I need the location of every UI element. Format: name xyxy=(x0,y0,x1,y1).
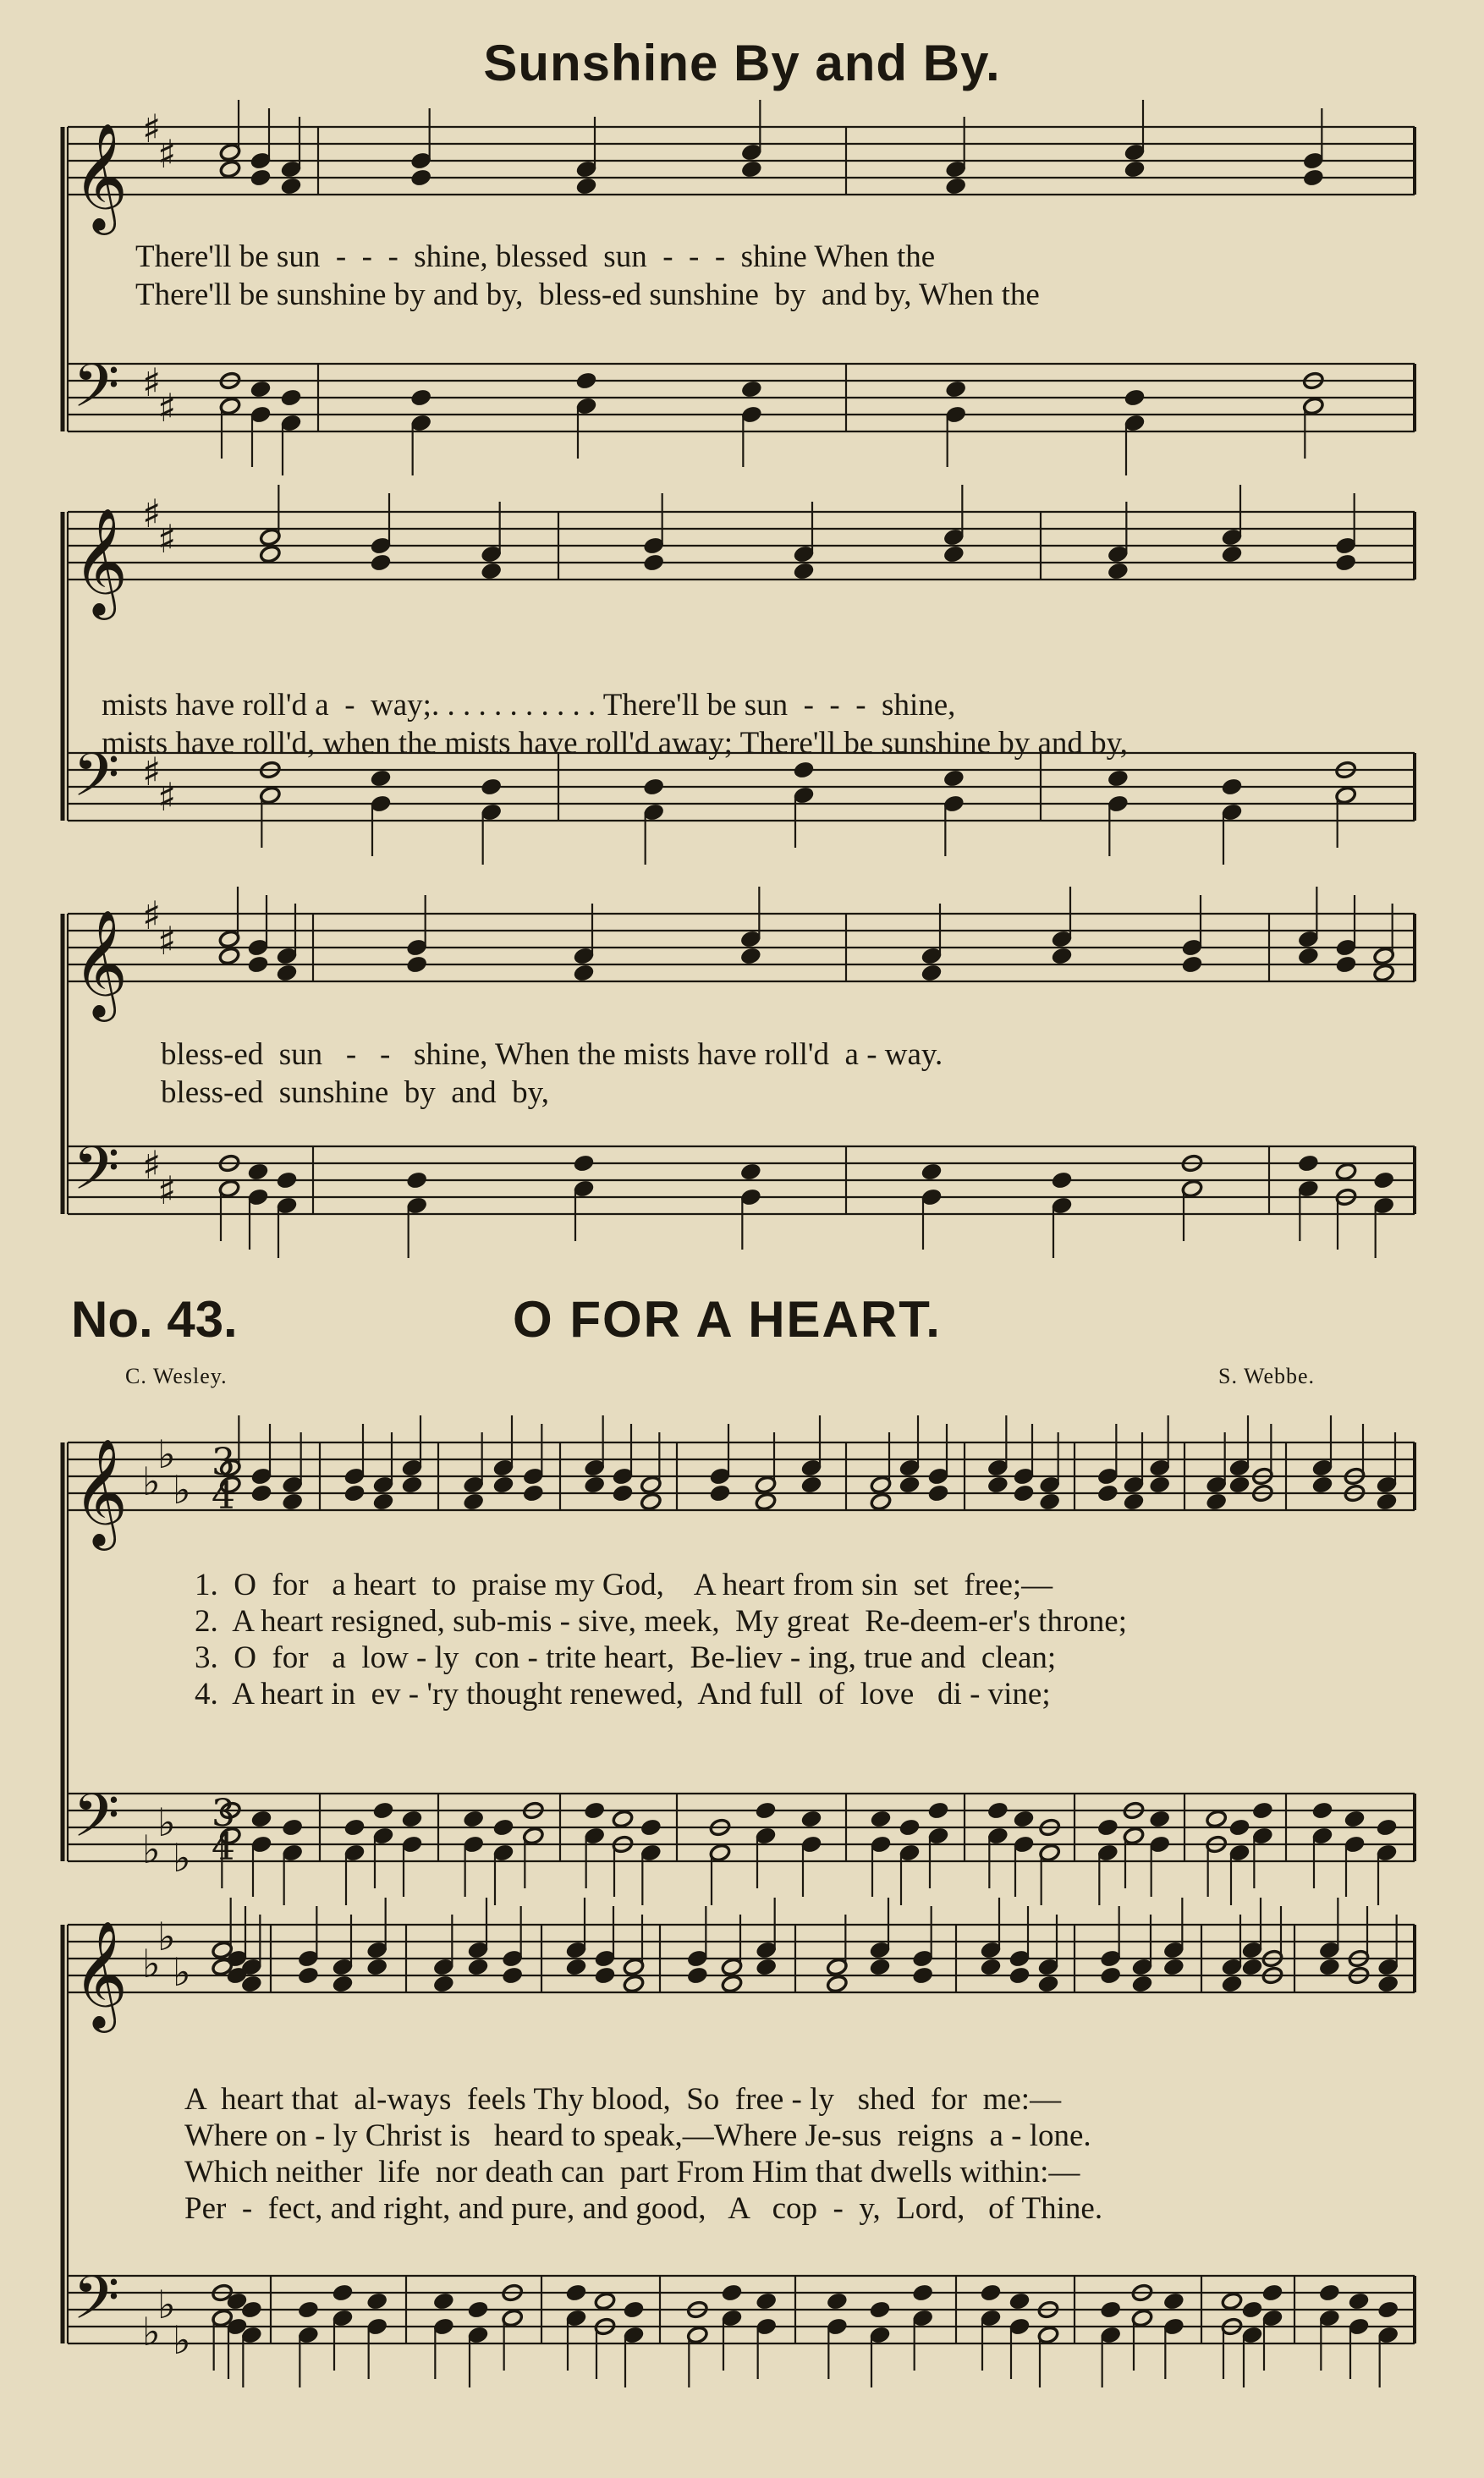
note-head xyxy=(463,1810,485,1829)
note-head xyxy=(899,1475,921,1495)
note-head xyxy=(1221,1975,1243,1994)
note-head xyxy=(247,1162,269,1182)
note-head xyxy=(344,1818,366,1838)
note-head xyxy=(573,1154,595,1173)
note-head xyxy=(401,1810,423,1829)
note-head xyxy=(410,388,432,408)
note-head xyxy=(297,2300,319,2320)
note-head xyxy=(218,947,240,966)
note-head xyxy=(640,1818,662,1838)
note-head xyxy=(594,2292,616,2311)
flat-icon: ♭ xyxy=(157,2282,176,2327)
sharp-icon: ♯ xyxy=(142,360,162,405)
note-head xyxy=(756,2292,778,2311)
note-head xyxy=(575,177,597,196)
note-head xyxy=(1221,777,1243,797)
note-head xyxy=(1241,2300,1263,2320)
note-head xyxy=(1241,1958,1263,1977)
note-head xyxy=(282,1818,304,1838)
note-head xyxy=(332,2283,354,2303)
note-head xyxy=(899,1818,921,1838)
note-head xyxy=(987,1475,1009,1495)
note-head xyxy=(1123,1492,1145,1512)
note-head xyxy=(1206,1810,1228,1829)
verse-line: 4. A heart in ev - 'ry thought renewed, And full of love di - vine; xyxy=(195,1677,1051,1712)
note-head xyxy=(1206,1492,1228,1512)
note-head xyxy=(282,1492,304,1512)
note-head xyxy=(1100,1966,1122,1986)
treble-clef-icon: 𝄞 xyxy=(73,1437,129,1546)
note-head xyxy=(1162,2292,1184,2311)
note-head xyxy=(467,1958,489,1977)
bass-clef-icon: 𝄢 xyxy=(73,740,120,825)
note-head xyxy=(800,1475,822,1495)
note-head xyxy=(467,2300,489,2320)
note-head xyxy=(594,1966,616,1986)
note-head xyxy=(1162,1958,1184,1977)
verse-line: Where on - ly Christ is heard to speak,—Where Je-sus reigns a - lone. xyxy=(184,2118,1091,2153)
note-head xyxy=(280,388,302,408)
note-head xyxy=(1373,964,1395,983)
note-head xyxy=(709,1484,731,1503)
note-head xyxy=(739,947,761,966)
note-head xyxy=(740,380,762,399)
flat-icon: ♭ xyxy=(157,1799,176,1845)
composer-credit: S. Webbe. xyxy=(1218,1364,1316,1388)
note-head xyxy=(927,1801,949,1821)
flat-icon: ♭ xyxy=(173,2317,191,2363)
note-head xyxy=(406,955,428,975)
verse-line: Per - fect, and right, and pure, and good, A cop - y, Lord, of Thine. xyxy=(184,2191,1103,2226)
note-head xyxy=(250,168,272,188)
note-head xyxy=(344,1484,366,1503)
note-head xyxy=(1039,1492,1061,1512)
note-head xyxy=(1009,2292,1031,2311)
note-head xyxy=(1373,1171,1395,1190)
lyric-line: bless-ed sun - - shine, When the mists have roll'd a - way. xyxy=(161,1037,943,1072)
note-head xyxy=(250,1810,272,1829)
note-head xyxy=(912,2283,934,2303)
note-head xyxy=(372,1492,394,1512)
sharp-icon: ♯ xyxy=(157,918,177,964)
note-head xyxy=(584,1801,606,1821)
time-signature: 3 xyxy=(212,1441,235,1484)
note-head xyxy=(1251,1801,1273,1821)
flat-icon: ♭ xyxy=(157,1914,176,1959)
author-credit: C. Wesley. xyxy=(125,1364,228,1388)
note-head xyxy=(410,168,432,188)
note-head xyxy=(1318,2283,1340,2303)
note-head xyxy=(869,2300,891,2320)
flat-icon: ♭ xyxy=(157,1431,176,1477)
note-head xyxy=(366,2292,388,2311)
note-head xyxy=(1097,1484,1118,1503)
note-head xyxy=(1302,168,1324,188)
note-head xyxy=(1107,769,1129,788)
note-head xyxy=(945,380,967,399)
sharp-icon: ♯ xyxy=(157,385,177,431)
lyric-line: bless-ed sunshine by and by, xyxy=(161,1075,550,1110)
sharp-icon: ♯ xyxy=(142,1142,162,1188)
note-head xyxy=(1261,2283,1283,2303)
sharp-icon: ♯ xyxy=(157,131,177,177)
note-head xyxy=(481,562,503,581)
note-head xyxy=(276,964,298,983)
note-head xyxy=(1297,1154,1319,1173)
bass-clef-icon: 𝄢 xyxy=(73,351,120,436)
hymn-title-o-for-a-heart: O FOR A HEART. xyxy=(513,1291,942,1348)
note-head xyxy=(755,1801,777,1821)
note-head xyxy=(1149,1810,1171,1829)
note-head xyxy=(686,1966,708,1986)
note-head xyxy=(1376,1492,1398,1512)
note-head xyxy=(573,964,595,983)
flat-icon: ♭ xyxy=(173,1467,191,1513)
note-head xyxy=(793,562,815,581)
note-head xyxy=(370,769,392,788)
note-head xyxy=(1124,388,1146,408)
note-head xyxy=(565,2283,587,2303)
note-head xyxy=(492,1475,514,1495)
note-head xyxy=(297,1966,319,1986)
note-head xyxy=(869,1958,891,1977)
note-head xyxy=(1335,955,1357,975)
hymn-number: No. 43. xyxy=(71,1291,238,1348)
note-head xyxy=(826,2292,848,2311)
note-head xyxy=(522,1484,544,1503)
note-head xyxy=(1097,1818,1118,1838)
note-head xyxy=(987,1801,1009,1821)
sharp-icon: ♯ xyxy=(157,1168,177,1213)
note-head xyxy=(366,1958,388,1977)
note-head xyxy=(1335,1162,1357,1182)
note-head xyxy=(623,2300,645,2320)
note-head xyxy=(332,1975,354,1994)
sharp-icon: ♯ xyxy=(157,774,177,820)
note-head xyxy=(921,964,943,983)
verse-line: 3. O for a low - ly con - trite heart, Be-liev - ing, true and clean; xyxy=(195,1640,1057,1675)
note-head xyxy=(612,1484,634,1503)
note-head xyxy=(870,1492,892,1512)
note-head xyxy=(492,1818,514,1838)
note-head xyxy=(1149,1475,1171,1495)
hymn-title-sunshine: Sunshine By and By. xyxy=(483,35,1001,91)
time-signature: 3 xyxy=(212,1792,235,1835)
verse-line: 2. A heart resigned, sub-mis - sive, meek, My great Re-deem-er's throne; xyxy=(195,1604,1127,1639)
note-head xyxy=(1013,1484,1035,1503)
note-head xyxy=(432,2292,454,2311)
note-head xyxy=(980,1958,1002,1977)
flat-icon: ♭ xyxy=(142,1459,161,1504)
note-head xyxy=(1311,1475,1333,1495)
note-head xyxy=(927,1484,949,1503)
note-head xyxy=(870,1810,892,1829)
note-head xyxy=(463,1492,485,1512)
note-head xyxy=(643,777,665,797)
note-head xyxy=(247,955,269,975)
treble-clef-icon: 𝄞 xyxy=(73,909,129,1017)
note-head xyxy=(1013,1810,1035,1829)
flat-icon: ♭ xyxy=(142,2309,161,2354)
note-head xyxy=(1376,1818,1398,1838)
note-head xyxy=(1181,955,1203,975)
note-head xyxy=(370,553,392,573)
note-head xyxy=(1335,553,1357,573)
sharp-icon: ♯ xyxy=(142,893,162,938)
note-head xyxy=(1344,1810,1366,1829)
sharp-icon: ♯ xyxy=(142,106,162,151)
bass-clef-icon: 𝄢 xyxy=(73,1781,120,1865)
note-head xyxy=(1124,160,1146,179)
lyric-line: There'll be sunshine by and by, bless-ed sunshine by and by, When the xyxy=(135,277,1040,312)
note-head xyxy=(1348,2292,1370,2311)
note-head xyxy=(740,160,762,179)
lyric-line: mists have roll'd a - way;. . . . . . . . . . . There'll be sun - - - shine, xyxy=(102,688,956,723)
note-head xyxy=(943,769,965,788)
time-signature: 4 xyxy=(212,1475,235,1518)
note-head xyxy=(575,371,597,391)
note-head xyxy=(800,1810,822,1829)
note-head xyxy=(980,2283,1002,2303)
note-head xyxy=(250,380,272,399)
note-head xyxy=(481,777,503,797)
note-head xyxy=(584,1475,606,1495)
flat-icon: ♭ xyxy=(142,1941,161,1986)
note-head xyxy=(1037,1975,1059,1994)
note-head xyxy=(1377,1975,1399,1994)
note-head xyxy=(612,1810,634,1829)
note-head xyxy=(756,1958,778,1977)
note-head xyxy=(755,1492,777,1512)
note-head xyxy=(943,545,965,564)
sharp-icon: ♯ xyxy=(142,491,162,536)
note-head xyxy=(280,177,302,196)
note-head xyxy=(826,1975,848,1994)
note-head xyxy=(945,177,967,196)
sharp-icon: ♯ xyxy=(142,749,162,794)
note-head xyxy=(921,1162,943,1182)
note-head xyxy=(1297,947,1319,966)
flat-icon: ♭ xyxy=(173,1949,191,1995)
note-head xyxy=(219,160,241,179)
note-head xyxy=(1221,2292,1243,2311)
time-signature: 4 xyxy=(212,1826,235,1869)
note-head xyxy=(1051,947,1073,966)
note-head xyxy=(1221,545,1243,564)
note-head xyxy=(721,2283,743,2303)
sharp-icon: ♯ xyxy=(157,516,177,562)
note-head xyxy=(401,1475,423,1495)
note-head xyxy=(1107,562,1129,581)
treble-clef-icon: 𝄞 xyxy=(73,122,129,230)
note-head xyxy=(1051,1171,1073,1190)
bass-clef-icon: 𝄢 xyxy=(73,1134,120,1218)
note-head xyxy=(643,553,665,573)
note-head xyxy=(1318,1958,1340,1977)
note-head xyxy=(623,1975,645,1994)
note-head xyxy=(1100,2300,1122,2320)
note-head xyxy=(1311,1801,1333,1821)
note-head xyxy=(1131,1975,1153,1994)
note-head xyxy=(250,1484,272,1503)
note-head xyxy=(565,1958,587,1977)
verse-line: A heart that al-ways feels Thy blood, So free - ly shed for me:— xyxy=(184,2082,1062,2117)
note-head xyxy=(372,1801,394,1821)
lyric-line: mists have roll'd, when the mists have roll'd away; There'll be sunshine by and by, xyxy=(102,726,1129,761)
note-head xyxy=(259,545,281,564)
note-head xyxy=(912,1966,934,1986)
flat-icon: ♭ xyxy=(173,1835,191,1881)
note-head xyxy=(640,1492,662,1512)
treble-clef-icon: 𝄞 xyxy=(73,507,129,615)
note-head xyxy=(432,1975,454,1994)
verse-line: 1. O for a heart to praise my God, A heart from sin set free;— xyxy=(195,1568,1053,1602)
verse-line: Which neither life nor death can part From Him that dwells within:— xyxy=(184,2155,1080,2190)
note-head xyxy=(502,1966,524,1986)
bass-clef-icon: 𝄢 xyxy=(73,2263,120,2348)
note-head xyxy=(793,761,815,780)
treble-clef-icon: 𝄞 xyxy=(73,1920,129,2028)
note-head xyxy=(276,1171,298,1190)
flat-icon: ♭ xyxy=(142,1827,161,1872)
lyric-line: There'll be sun - - - shine, blessed sun - - - shine When the xyxy=(135,239,936,274)
note-head xyxy=(1228,1818,1250,1838)
note-head xyxy=(721,1975,743,1994)
note-head xyxy=(406,1171,428,1190)
note-head xyxy=(1377,2300,1399,2320)
note-head xyxy=(1228,1475,1250,1495)
note-head xyxy=(1009,1966,1031,1986)
note-head xyxy=(739,1162,761,1182)
